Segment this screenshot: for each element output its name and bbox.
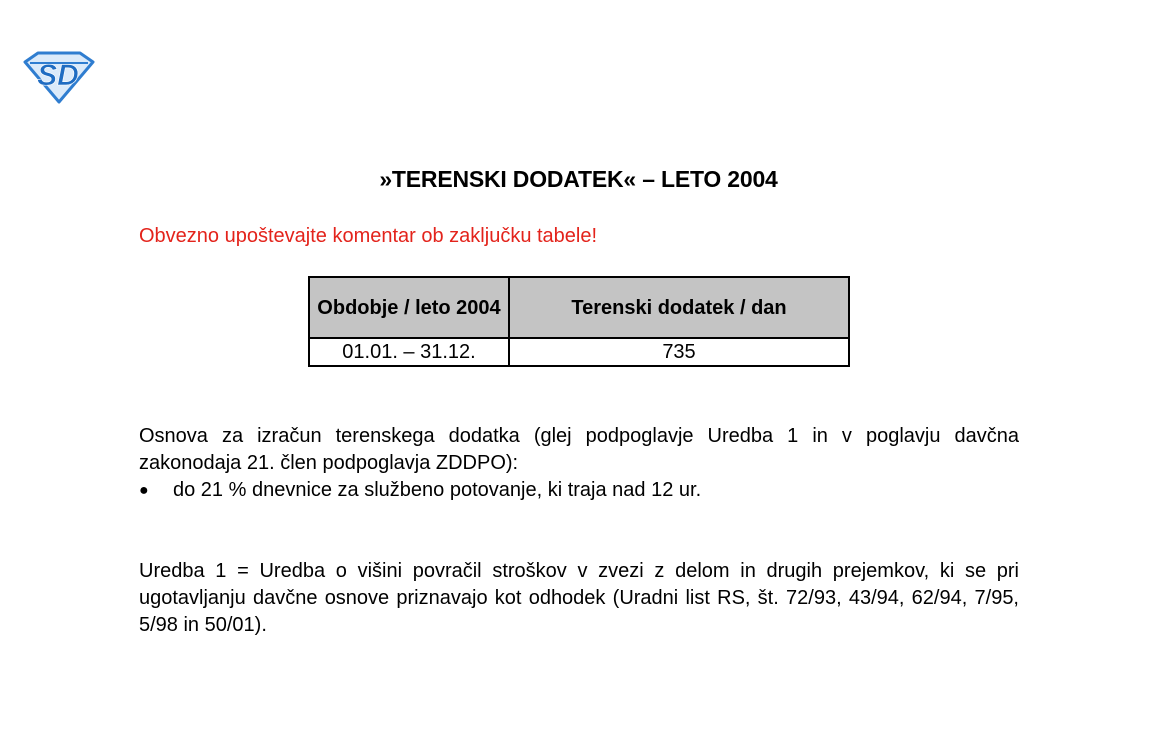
- cell-allowance-value: 735: [509, 338, 849, 366]
- header-allowance: Terenski dodatek / dan: [509, 277, 849, 338]
- bullet-icon: ●: [139, 482, 149, 499]
- header-period: Obdobje / leto 2004: [309, 277, 509, 338]
- cell-period: 01.01. – 31.12.: [309, 338, 509, 366]
- regulation-paragraph: Uredba 1 = Uredba o višini povračil stroškov v zvezi z delom in drugih prejemkov, ki se pri ugotavljanju davčne osnove priznavajo kot odhodek (Uradni list RS, št. 72/93, 43/94, 62/94, 7/95, 5/98 in 50/01).: [139, 560, 1019, 636]
- table-row: [309, 338, 849, 366]
- warning-note: Obvezno upoštevajte komentar ob zaključku tabele!: [139, 225, 598, 247]
- logo-letters: SD: [37, 59, 79, 92]
- shield-logo-icon: [22, 50, 96, 104]
- table-header-row: [309, 277, 849, 338]
- company-logo: [22, 50, 96, 104]
- allowance-table: [308, 276, 850, 367]
- list-item: do 21 % dnevnice za službeno potovanje, ki traja nad 12 ur.: [173, 479, 702, 501]
- basis-paragraph: Osnova za izračun terenskega dodatka (glej podpoglavje Uredba 1 in v poglavju davčna zakonodaja 21. člen podpoglavja ZDDPO):: [139, 425, 1019, 474]
- document-title: »TERENSKI DODATEK« – LETO 2004: [379, 166, 778, 192]
